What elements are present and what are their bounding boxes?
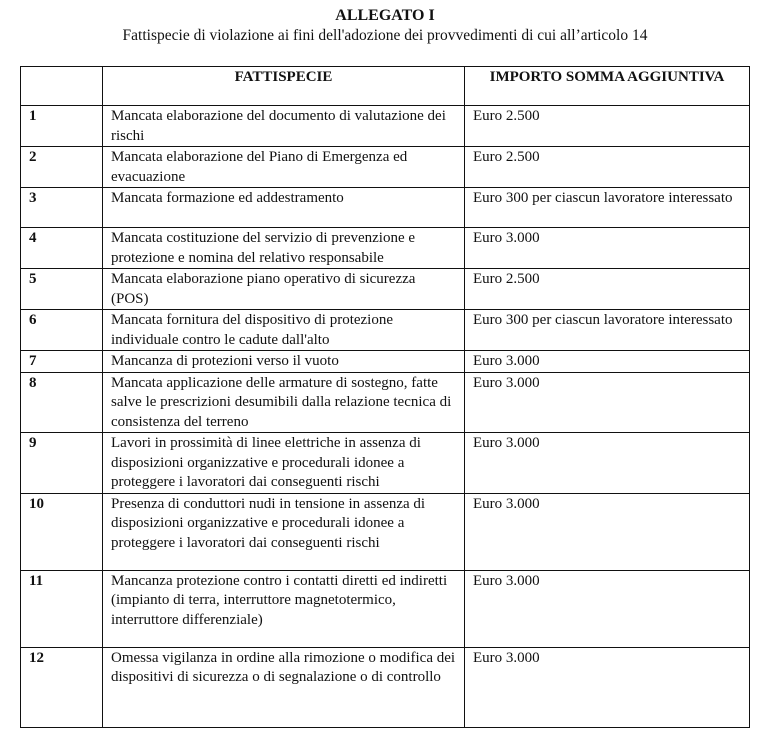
table-row (21, 433, 750, 494)
row-description: Mancanza di protezioni verso il vuoto (103, 351, 465, 373)
row-number: 12 (21, 647, 103, 727)
table-row (21, 228, 750, 269)
row-description: Mancata elaborazione del Piano di Emergenza ed evacuazione (103, 147, 465, 188)
row-description: Mancanza protezione contro i contatti diretti ed indiretti (impianto di terra, interruttore magnetotermico, interruttore differenziale) (103, 570, 465, 647)
document-title: ALLEGATO I (335, 7, 435, 24)
row-description: Mancata applicazione delle armature di sostegno, fatte salve le prescrizioni desumibili dalla relazione tecnica di consistenza del terreno (103, 372, 465, 433)
row-number: 10 (21, 493, 103, 570)
row-amount: Euro 2.500 (465, 269, 750, 310)
row-number: 4 (21, 228, 103, 269)
row-description: Mancata fornitura del dispositivo di protezione individuale contro le cadute dall'alto (103, 310, 465, 351)
row-amount: Euro 300 per ciascun lavoratore interessato (465, 188, 750, 228)
row-number: 6 (21, 310, 103, 351)
row-amount: Euro 2.500 (465, 106, 750, 147)
row-number: 5 (21, 269, 103, 310)
header-importo: IMPORTO SOMMA AGGIUNTIVA (465, 67, 750, 106)
table-row (21, 351, 750, 373)
table-row (21, 647, 750, 727)
row-number: 7 (21, 351, 103, 373)
row-description: Mancata formazione ed addestramento (103, 188, 465, 228)
row-amount: Euro 3.000 (465, 647, 750, 727)
row-number: 11 (21, 570, 103, 647)
violations-table (20, 66, 750, 728)
row-description: Mancata costituzione del servizio di prevenzione e protezione e nomina del relativo responsabile (103, 228, 465, 269)
row-number: 8 (21, 372, 103, 433)
row-number: 2 (21, 147, 103, 188)
row-description: Mancata elaborazione del documento di valutazione dei rischi (103, 106, 465, 147)
table-row (21, 372, 750, 433)
table-row (21, 106, 750, 147)
row-number: 9 (21, 433, 103, 494)
table-row (21, 188, 750, 228)
row-description: Mancata elaborazione piano operativo di sicurezza (POS) (103, 269, 465, 310)
row-description: Presenza di conduttori nudi in tensione in assenza di disposizioni organizzative e procedurali idonee a proteggere i lavoratori dai conseguenti rischi (103, 493, 465, 570)
table-row (21, 493, 750, 570)
document-subtitle: Fattispecie di violazione ai fini dell'adozione dei provvedimenti di cui all’articolo 14 (122, 27, 648, 44)
header-fattispecie: FATTISPECIE (103, 67, 465, 106)
table-row (21, 310, 750, 351)
row-number: 3 (21, 188, 103, 228)
table-row (21, 269, 750, 310)
row-amount: Euro 3.000 (465, 372, 750, 433)
row-amount: Euro 3.000 (465, 570, 750, 647)
header-number (21, 67, 103, 106)
row-amount: Euro 3.000 (465, 433, 750, 494)
row-description: Omessa vigilanza in ordine alla rimozione o modifica dei dispositivi di sicurezza o di segnalazione o di controllo (103, 647, 465, 727)
row-amount: Euro 3.000 (465, 351, 750, 373)
table-row (21, 570, 750, 647)
row-amount: Euro 3.000 (465, 228, 750, 269)
row-amount: Euro 2.500 (465, 147, 750, 188)
table-row (21, 147, 750, 188)
row-number: 1 (21, 106, 103, 147)
row-amount: Euro 3.000 (465, 493, 750, 570)
row-description: Lavori in prossimità di linee elettriche in assenza di disposizioni organizzative e procedurali idonee a proteggere i lavoratori dai conseguenti rischi (103, 433, 465, 494)
row-amount: Euro 300 per ciascun lavoratore interessato (465, 310, 750, 351)
table-header-row (21, 67, 750, 106)
